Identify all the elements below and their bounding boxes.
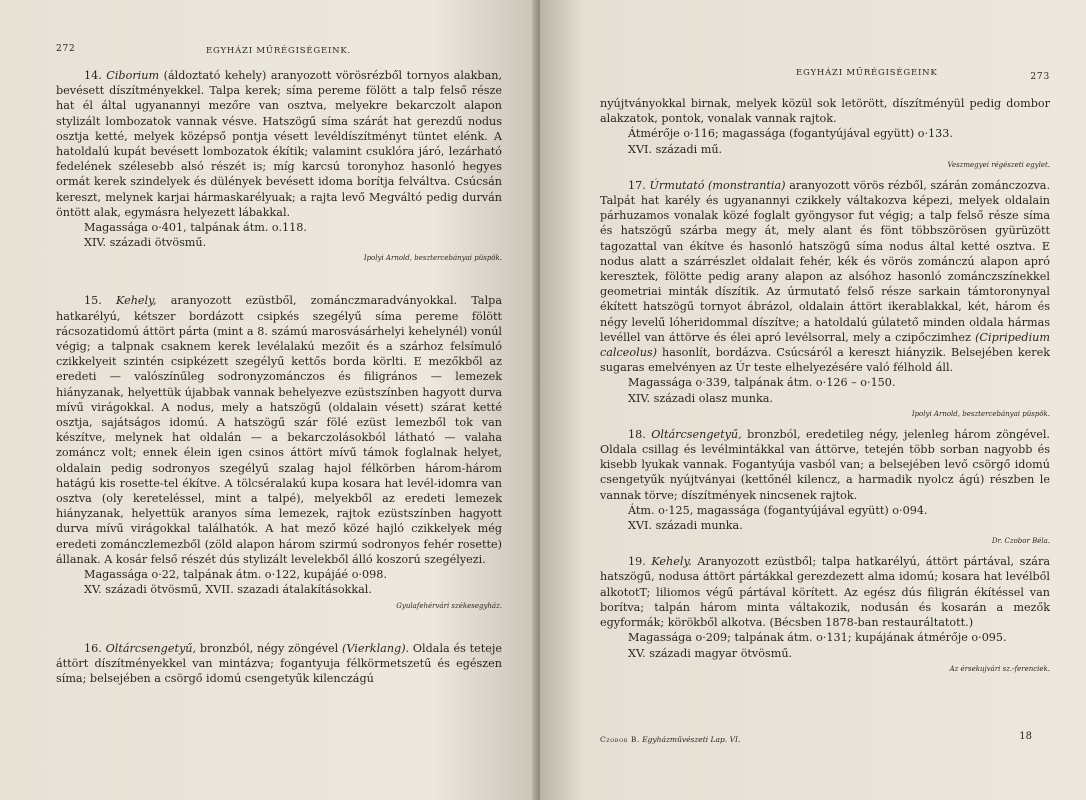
entry-18-name: Oltárcsengetyű, [651, 427, 742, 441]
entry-19-number: 19. [628, 555, 646, 569]
entry-18-number: 18. [628, 427, 646, 441]
right-page-footer [600, 731, 1050, 744]
footer-signature: Czobor B. [600, 735, 640, 744]
left-page [0, 0, 540, 800]
entry-16 [56, 641, 502, 687]
entry-19-name: Kehely. [651, 555, 692, 569]
entry-14-number: 14. [84, 69, 102, 82]
entry-18 [600, 427, 1050, 546]
entry-14-period: XIV. századi ötvösmű. [84, 236, 207, 250]
entry-16-term: (Vierklang). [342, 641, 410, 655]
entry-17 [600, 178, 1050, 419]
left-header-title: EGYHÁZI MŰRÉGISÉGEINK. [206, 46, 352, 56]
entry-14-source: Ipolyi Arnold, besztercebányai püspök. [363, 254, 502, 263]
entry-17-text-b: hasonlít, bordázva. Csúcsáról a kereszt hiányzik. Belsejében kerek sugaras emelvényen az Úr teste elhelyezésére való félhold áll. [600, 346, 1050, 375]
footer-journal: Egyházművészeti Lap. VI. [642, 735, 741, 744]
entry-14-measurements: Magassága o·401, talpának átm. o.118. [84, 221, 307, 235]
entry-15-name: Kehely, [116, 294, 157, 308]
entry-18-measurements: Átm. o·125, magassága (fogantyújával együtt) o·094. [628, 503, 928, 517]
entry-16-source: Veszmegyei régészeti egylet. [947, 160, 1050, 169]
entry-19-source: Az érsekujvári sz.-ferenciek. [949, 664, 1050, 673]
entry-19 [600, 554, 1050, 673]
right-header-title: EGYHÁZI MŰRÉGISÉGEINK [796, 68, 938, 78]
entry-14-name: Ciborium [106, 69, 160, 82]
entry-15-measurements: Magassága o·22, talpának átm. o·122, kupájáé o·098. [84, 568, 387, 582]
entry-18-period: XVI. századi munka. [628, 519, 743, 533]
right-page [540, 0, 1086, 800]
entry-19-measurements: Magassága o·209; talpának átm. o·131; kupájának átmérője o·095. [628, 631, 1007, 645]
entry-16-number: 16. [84, 641, 102, 655]
entry-16-period: XVI. századi mű. [628, 142, 723, 156]
entry-18-text: bronzból, eredetileg négy, jelenleg három zöngével. Oldala csillag és levélmintákkal van áttörve, tetején több sorban nagyobb és kisebb lyukak vannak. Fogantyúja vasból van; a belsejében levő csörgő idomú csengetyűk nyújtványai (kettőnél kilencz, a harmadik nyolcz ágú) részben le vannak törve; díszítmények nincsenek rajtok. [600, 427, 1050, 502]
entry-17-measurements: Magassága o·339, talpának átm. o·126 – o·150. [628, 376, 896, 390]
entry-17-source: Ipolyi Arnold, besztercebányai püspök. [911, 409, 1050, 418]
footer-sheet-number: 18 [1019, 731, 1032, 742]
entry-16-measurements: Átmérője o·116; magassága (fogantyújával együtt) o·133. [628, 127, 953, 141]
entry-15-number: 15. [84, 294, 102, 308]
entry-17-period: XIV. századi olasz munka. [628, 391, 773, 405]
entry-15-period: XV. századi ötvösmű, XVII. szazadi átalakításokkal. [84, 583, 372, 597]
entry-16-continued [600, 96, 1050, 170]
entry-17-term: (Cipripedium calceolus) [600, 330, 1050, 360]
entry-19-period: XV. századi magyar ötvösmű. [628, 646, 793, 660]
left-page-number: 272 [56, 44, 76, 54]
left-running-head [56, 44, 502, 62]
entry-15 [56, 293, 502, 610]
entry-18-source: Dr. Czobor Béla. [991, 537, 1050, 546]
entry-16-text-b: Oldala és teteje áttört díszítményekkel van mintázva; fogantyuja félkörmetszetű és egészen síma; belsejében a csörgő idomú csengetyűk kilenczágú [56, 641, 502, 685]
entry-14-text: (áldoztató kehely) aranyozott vörösrézből tornyos alakban, bevésett díszítményekkel. Talpa kerek; síma pereme fölött a talp felső része hat él által ugyanannyi mezőre van osztva, melyekre bekarczolt alapon stylizált lombozatok vannak vésve. Hatszögű síma szárát hat gerezdű nodus osztja ketté, melyek középső pontja vésett levéldíszítményt tüntet elénk. A hatoldalú kupát bevésett lombozatok ékítik; valamint csuklóra járó, lezárható fedelének szélesebb alsó részét is; míg karcsú toronyhoz hasonló hegyes ormát kerek szindelyek és dülények bevésett idoma borítja felváltva. Csúcsán kereszt, melynek karjai hármaskarélyuak; a rajta levő Megváltó pedig durván öntött alak, egymásra helyezett lábakkal. [56, 69, 502, 219]
entry-17-text-a: aranyozott vörös rézből, szárán zománczozva. Talpát hat karély és ugyanannyi czikkely váltakozva képezi, melyek oldalain párhuzamos vonalak közé foglalt gyöngysor fut végig; a talp felső része síma és hatszögű szárba megy át, mely alant és fönt többszörösen gyürüzött tagozattal van ékítve és hasonló hatszögű síma nodus által ketté osztva. E nodus alatt a szárrészlet oldalait fehér, kék és vörös zománczú alapon apró keresztek, fölötte pedig arany alapon az alsóhoz hasonló zománczszínekkel geometriai minták díszítik. Az úrmutató felső része sarkain támtoronynyal ékített hatszögű tornyot ábrázol, oldalain áttört ikerablakkal, két, három és négy levelű lóheridommal díszítve; a hatoldalú gúlatető minden oldala hármas levéllel van áttörve és élei apró levélsorral, mely a czipőczimhez [600, 178, 1051, 344]
entry-14 [56, 68, 502, 263]
right-running-head [600, 58, 1050, 90]
entry-17-number: 17. [628, 178, 646, 192]
entry-16-name: Oltárcsengetyű, [105, 641, 197, 655]
entry-15-text: aranyozott ezüstből, zománczmaradványokkal. Talpa hatkarélyú, kétszer bordázott csipkés szegélyű síma pereme fölött rácsozatidomú áttört párta (mint a 8. számú marosvásárhelyi kehelynél) vonúl végig; a talpnak csaknem kerek levélalakú mezőit és a szárhoz felsímuló czikkelyeit szintén csipkézett szegélyű kettős borda körlti. E mezőkből az eredeti — valószínűleg sodronyzománczos és filigrános — lemezek hiányzanak, helyettük újabbak vannak behelyezve ezüstszínben hagyott durva mívű virágokkal. A nodus, mely a hatszögű (oldalain vésett) szárat ketté osztja, sajátságos idomú. A hatszögű szár fölé ezüst lemezből tok van készítve, melynek hat oldalán — a bekarczolásokból látható — valaha zománcz volt; ennek élein igen csinos áttört mívű támok foglalnak helyet, oldalain pedig sodronyos szegélyű szalag hajol félkörben három-három hatágú kis rosette-tel ékítve. A tölcséralakú kupa kosara hat levél-idomra van osztva (oly kereteléssel, mint a talpé), melyekből az eredeti lemezek hiányzanak, helyettük aranyos síma lemezek, rajtok ezüstszínben hagyott durva mívű virágokkal találhatók. A hat mező közé hajló czikkelyek még eredeti zománczlemezből (zöld alapon három szirmú sodronyos fehér rosette) állanak. A kosár felső részét dús stylizált levelekből álló koszorú szegélyezi. [56, 294, 502, 566]
entry-17-name: Úrmutató (monstrantia) [649, 178, 786, 192]
entry-15-source: Gyulafehérvári székesegyház. [396, 601, 502, 610]
right-page-number: 273 [1030, 72, 1050, 82]
entry-16-continued-text: nyújtványokkal birnak, melyek közül sok letörött, díszítményül pedig dombor alakzatok, pontok, vonalak vannak rajtok. [600, 97, 1050, 126]
entry-16-text-a: bronzból, négy zöngével [199, 641, 339, 655]
entry-19-text: Aranyozott ezüstből; talpa hatkarélyú, áttört pártával, szára hatszögű, nodusa áttört pártákkal gerezdezett alma idomú; kosara hat levélből alkototT; liliomos végű pártával körített. Az egész dús filigrán ékítéssel van borítva; talpán három minta váltakozik, nodusán és kosarán a mezők egyformák; körökből alkotva. (Bécsben 1878-ban restauráltatott.) [600, 555, 1050, 630]
